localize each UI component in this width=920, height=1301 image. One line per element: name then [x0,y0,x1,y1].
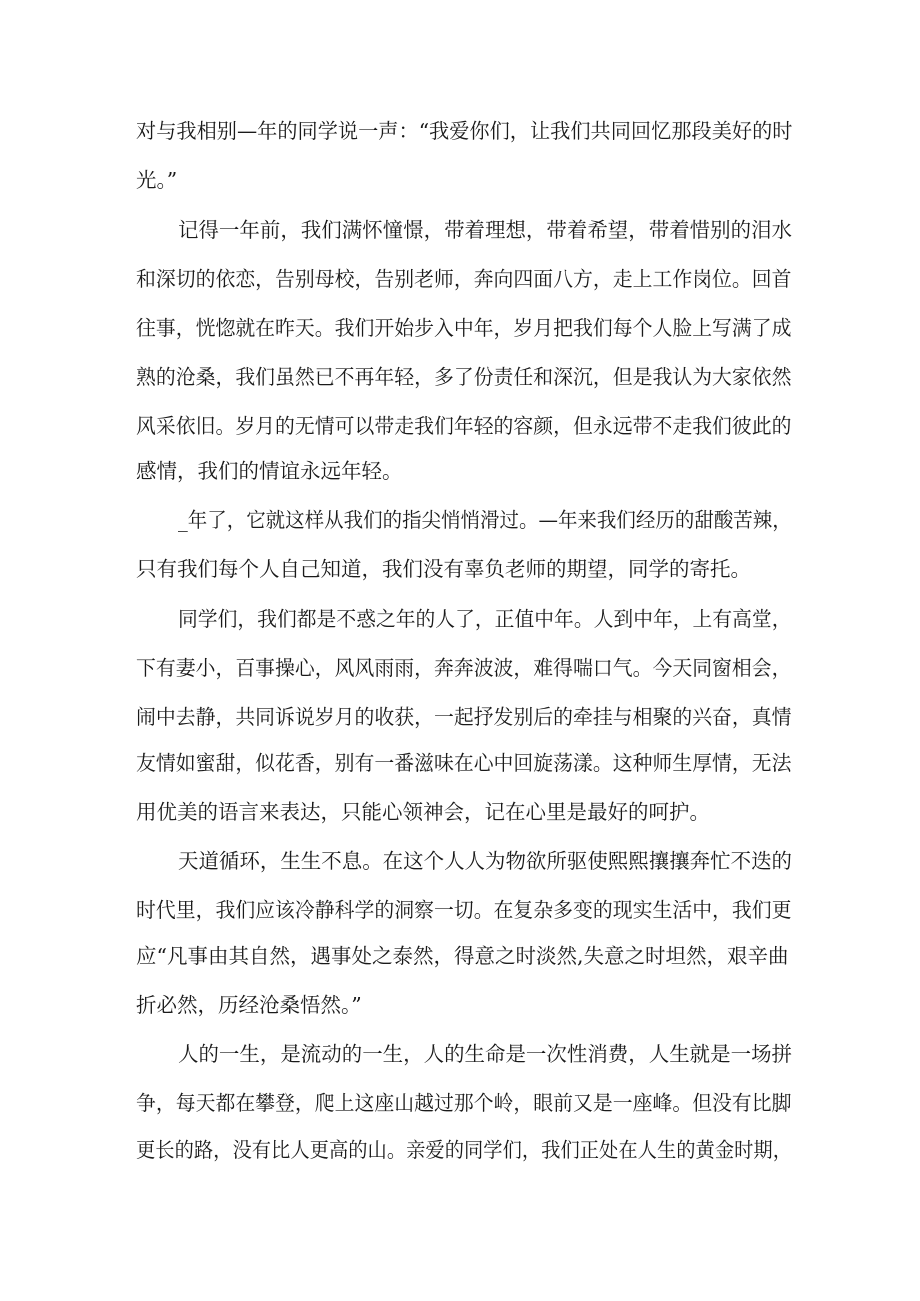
text-line: 感情，我们的情谊永远年轻。 [136,459,403,483]
text-line: 更长的路，没有比人更高的山。亲爱的同学们，我们正处在人生的黄金时期， [136,1138,792,1162]
text-line: 风采依旧。岁月的无情可以带走我们年轻的容颜，但永远带不走我们彼此的 [136,414,792,438]
text-line: 闹中去静，共同诉说岁月的收获，一起抒发别后的牵挂与相聚的兴奋，真情 [136,705,792,729]
text-line: 时代里，我们应该冷静科学的洞察一切。在复杂多变的现实生活中，我们更 [136,898,792,922]
text-line: 下有妻小，百事操心，风风雨雨，奔奔波波，难得喘口气。今天同窗相会， [136,656,792,680]
text-line: 只有我们每个人自己知道，我们没有辜负老师的期望，同学的寄托。 [136,557,751,581]
paragraph-first-line: 天道循环，生生不息。在这个人人为物欲所驱使熙熙攘攘奔忙不迭的 [178,849,792,873]
text-line: 应“凡事由其自然，遇事处之泰然，得意之时淡然,失意之时坦然，艰辛曲 [136,944,789,968]
text-line: 折必然，历经沧桑悟然。” [136,993,362,1017]
text-line: 对与我相别—年的同学说一声：“我爱你们，让我们共同回忆那段美好的时 [136,119,793,143]
paragraph-first-line: _年了，它就这样从我们的指尖悄悄滑过。—年来我们经历的甜酸苦辣， [178,508,792,532]
paragraph-first-line: 记得一年前，我们满怀憧憬，带着理想，带着希望，带着惜别的泪水 [178,218,792,242]
text-line: 光。” [136,168,178,192]
text-line: 争，每天都在攀登，爬上这座山越过那个岭，眼前又是一座峰。但没有比脚 [136,1091,792,1115]
text-line: 用优美的语言来表达，只能心领神会，记在心里是最好的呵护。 [136,800,710,824]
text-line: 熟的沧桑，我们虽然已不再年轻，多了份责任和深沉，但是我认为大家依然 [136,365,792,389]
paragraph-first-line: 人的一生，是流动的一生，人的生命是一次性消费，人生就是一场拼 [178,1042,792,1066]
text-line: 友情如蜜甜，似花香，别有一番滋味在心中回旋荡漾。这种师生厚情，无法 [136,751,792,775]
text-line: 和深切的依恋，告别母校，告别老师，奔向四面八方，走上工作岗位。回首 [136,267,792,291]
text-line: 往事，恍惚就在昨天。我们开始步入中年，岁月把我们每个人脸上写满了成 [136,316,792,340]
paragraph-first-line: 同学们，我们都是不惑之年的人了，正值中年。人到中年，上有高堂， [178,607,792,631]
